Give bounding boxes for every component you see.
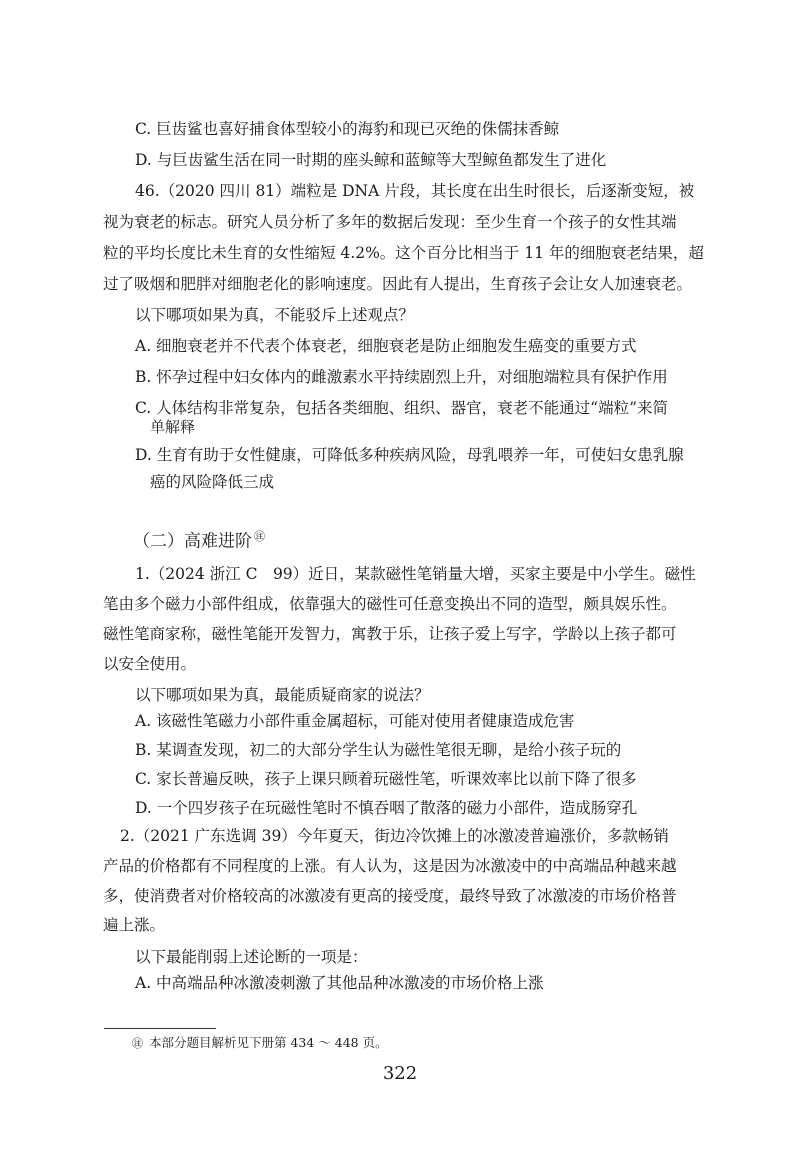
q1-line-3: 磁性笔商家称，磁性笔能开发智力，寓教于乐，让孩子爱上写字，学龄以上孩子都可 xyxy=(103,625,677,643)
q46-option-d-line-1: D. 生育有助于女性健康，可降低多种疾病风险，母乳喂养一年，可使妇女患乳腺 xyxy=(135,446,684,464)
q2-line-2: 产品的价格都有不同程度的上涨。有人认为，这是因为冰激凌中的中高端品种越来越 xyxy=(103,857,677,875)
q2-line-1: 2.（2021 广东选调 39）今年夏天，街边冷饮摊上的冰激凌普遍涨价，多款畅销 xyxy=(120,827,669,845)
q1-option-a: A. 该磁性笔磁力小部件重金属超标，可能对使用者健康造成危害 xyxy=(135,712,575,730)
q46-line-2: 视为衰老的标志。研究人员分析了多年的数据后发现：至少生育一个孩子的女性其端 xyxy=(103,213,677,231)
q2-prompt: 以下最能削弱上述论断的一项是： xyxy=(135,948,368,966)
section-note-icon: ㊟ xyxy=(254,530,265,543)
section-title-text: （二）高难进阶 xyxy=(133,531,252,552)
section-title xyxy=(133,525,265,554)
footnote-mark-icon: ㊟ xyxy=(132,1037,143,1050)
q46-line-4: 过了吸烟和肥胖对细胞老化的影响速度。因此有人提出，生育孩子会让女人加速衰老。 xyxy=(103,275,693,293)
option-d-prev: D. 与巨齿鲨生活在同一时期的座头鲸和蓝鲸等大型鲸鱼都发生了进化 xyxy=(135,151,607,169)
q1-line-1: 1.（2024 浙江 C 99）近日，某款磁性笔销量大增，买家主要是中小学生。磁性 xyxy=(135,565,696,583)
q2-line-3: 多，使消费者对价格较高的冰激凌有更高的接受度，最终导致了冰激凌的市场价格普 xyxy=(103,887,677,905)
q46-option-a: A. 细胞衰老并不代表个体衰老，细胞衰老是防止细胞发生癌变的重要方式 xyxy=(135,337,637,355)
q46-option-c-line-1: C. 人体结构非常复杂，包括各类细胞、组织、器官，衰老不能通过“端粒”来简 xyxy=(135,399,669,417)
footnote-divider xyxy=(104,1028,216,1029)
q1-option-d: D. 一个四岁孩子在玩磁性笔时不慎吞咽了散落的磁力小部件，造成肠穿孔 xyxy=(135,799,638,817)
q46-option-b: B. 怀孕过程中妇女体内的雌激素水平持续剧烈上升，对细胞端粒具有保护作用 xyxy=(135,368,668,386)
q46-line-1: 46.（2020 四川 81）端粒是 DNA 片段，其长度在出生时很长，后逐渐变短，被 xyxy=(135,182,695,200)
q1-line-2: 笔由多个磁力小部件组成，依靠强大的磁性可任意变换出不同的造型，颇具娱乐性。 xyxy=(103,595,677,613)
q46-prompt: 以下哪项如果为真，不能驳斥上述观点？ xyxy=(135,306,415,324)
q2-line-4: 遍上涨。 xyxy=(103,916,166,934)
footnote xyxy=(132,1034,388,1053)
q2-option-a: A. 中高端品种冰激凌刺激了其他品种冰激凌的市场价格上涨 xyxy=(135,974,544,992)
q46-line-3: 粒的平均长度比未生育的女性缩短 4.2%。这个百分比相当于 11 年的细胞衰老结果，超 xyxy=(103,244,704,262)
footnote-text: 本部分题目解析见下册第 434 ～ 448 页。 xyxy=(149,1035,388,1050)
q46-option-d-line-2: 癌的风险降低三成 xyxy=(150,473,275,491)
q46-option-c-line-2: 单解释 xyxy=(150,418,196,436)
page-number: 322 xyxy=(382,1063,418,1084)
option-c-prev: C. 巨齿鲨也喜好捕食体型较小的海豹和现已灭绝的侏儒抹香鲸 xyxy=(135,120,560,138)
q1-line-4: 以安全使用。 xyxy=(103,655,197,673)
q1-prompt: 以下哪项如果为真，最能质疑商家的说法？ xyxy=(135,686,430,704)
q1-option-b: B. 某调查发现，初二的大部分学生认为磁性笔很无聊，是给小孩子玩的 xyxy=(135,741,622,759)
q1-option-c: C. 家长普遍反映，孩子上课只顾着玩磁性笔，听课效率比以前下降了很多 xyxy=(135,770,637,788)
